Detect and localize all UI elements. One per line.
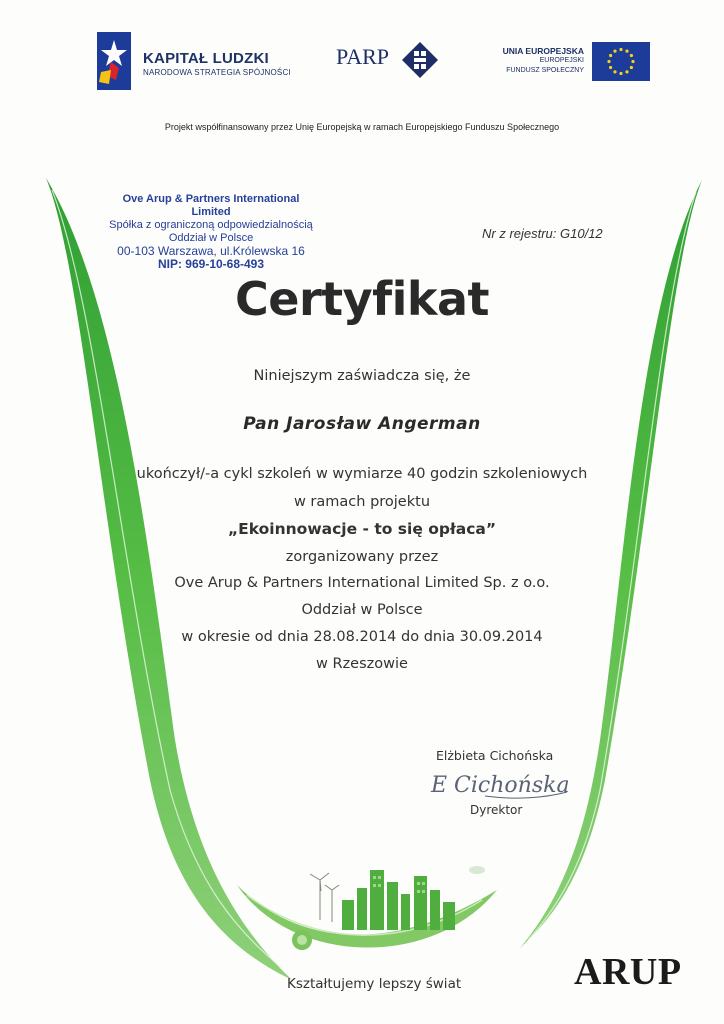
branch-line: Oddział w Polsce bbox=[301, 602, 423, 618]
organizer-line: Ove Arup & Partners International Limited Sp. z o.o. bbox=[174, 575, 550, 591]
register-number: Nr z rejestru: G10/12 bbox=[482, 226, 603, 241]
parp-logo-text: PARP bbox=[336, 44, 390, 69]
eu-star-icon bbox=[630, 54, 633, 57]
period-line: w okresie od dnia 28.08.2014 do dnia 30.09.2014 bbox=[181, 629, 543, 645]
parp-logo-icon bbox=[401, 41, 439, 79]
eu-star-icon bbox=[619, 72, 622, 75]
intro-line: Niniejszym zaświadcza się, że bbox=[253, 368, 471, 384]
recipient-name: Pan Jarosław Angerman bbox=[243, 414, 481, 434]
signature-text: E Cichońska bbox=[431, 773, 570, 798]
stamp-line-1: Ove Arup & Partners International Limited bbox=[122, 193, 300, 218]
eu-flag-icon bbox=[592, 42, 650, 81]
eu-star-icon bbox=[619, 48, 622, 51]
kapital-ludzki-logo-icon bbox=[97, 32, 131, 90]
arup-logo-text: ARUP bbox=[574, 951, 682, 993]
kapital-ludzki-title: KAPITAŁ LUDZKI bbox=[143, 50, 269, 67]
eu-star-icon bbox=[607, 60, 610, 63]
eu-star-icon bbox=[625, 70, 628, 73]
kapital-ludzki-subtitle: NARODOWA STRATEGIA SPÓJNOŚCI bbox=[143, 68, 291, 77]
place-line: w Rzeszowie bbox=[316, 656, 408, 672]
organized-line: zorganizowany przez bbox=[285, 549, 439, 565]
eu-star-icon bbox=[609, 54, 612, 57]
eu-star-icon bbox=[630, 66, 633, 69]
signer-role: Dyrektor bbox=[470, 803, 523, 817]
certificate-title: Certyfikat bbox=[234, 272, 490, 326]
eu-text-block bbox=[480, 46, 584, 76]
stamp-line-2: Spółka z ograniczoną odpowiedzialnością bbox=[109, 219, 313, 231]
project-name: „Ekoinnowacje - to się opłaca” bbox=[227, 520, 497, 538]
company-stamp bbox=[106, 193, 316, 271]
eu-star-icon bbox=[613, 70, 616, 73]
eu-line-3: FUNDUSZ SPOŁECZNY bbox=[506, 67, 584, 74]
handwritten-signature bbox=[425, 766, 575, 802]
eu-star-icon bbox=[625, 50, 628, 53]
eu-star-icon bbox=[609, 66, 612, 69]
eu-star-icon bbox=[613, 50, 616, 53]
eu-star-icon bbox=[631, 60, 634, 63]
stamp-line-5: NIP: 969-10-68-493 bbox=[157, 257, 265, 271]
completion-line: ukończył/-a cykl szkoleń w wymiarze 40 godzin szkoleniowych bbox=[136, 466, 588, 482]
footer-slogan: Kształtujemy lepszy świat bbox=[287, 976, 462, 992]
eu-line-1: UNIA EUROPEJSKA bbox=[502, 46, 584, 56]
eu-line-2: EUROPEJSKI bbox=[539, 57, 584, 64]
signer-name: Elżbieta Cichońska bbox=[436, 748, 554, 763]
green-city-illustration bbox=[232, 860, 502, 972]
within-line: w ramach projektu bbox=[293, 494, 431, 510]
cofinancing-note: Projekt współfinansowany przez Unię Europejską w ramach Europejskiego Funduszu Społecznego bbox=[164, 122, 560, 132]
stamp-line-3: Oddział w Polsce bbox=[168, 232, 254, 244]
stamp-line-4: 00-103 Warszawa, ul.Królewska 16 bbox=[117, 244, 305, 258]
